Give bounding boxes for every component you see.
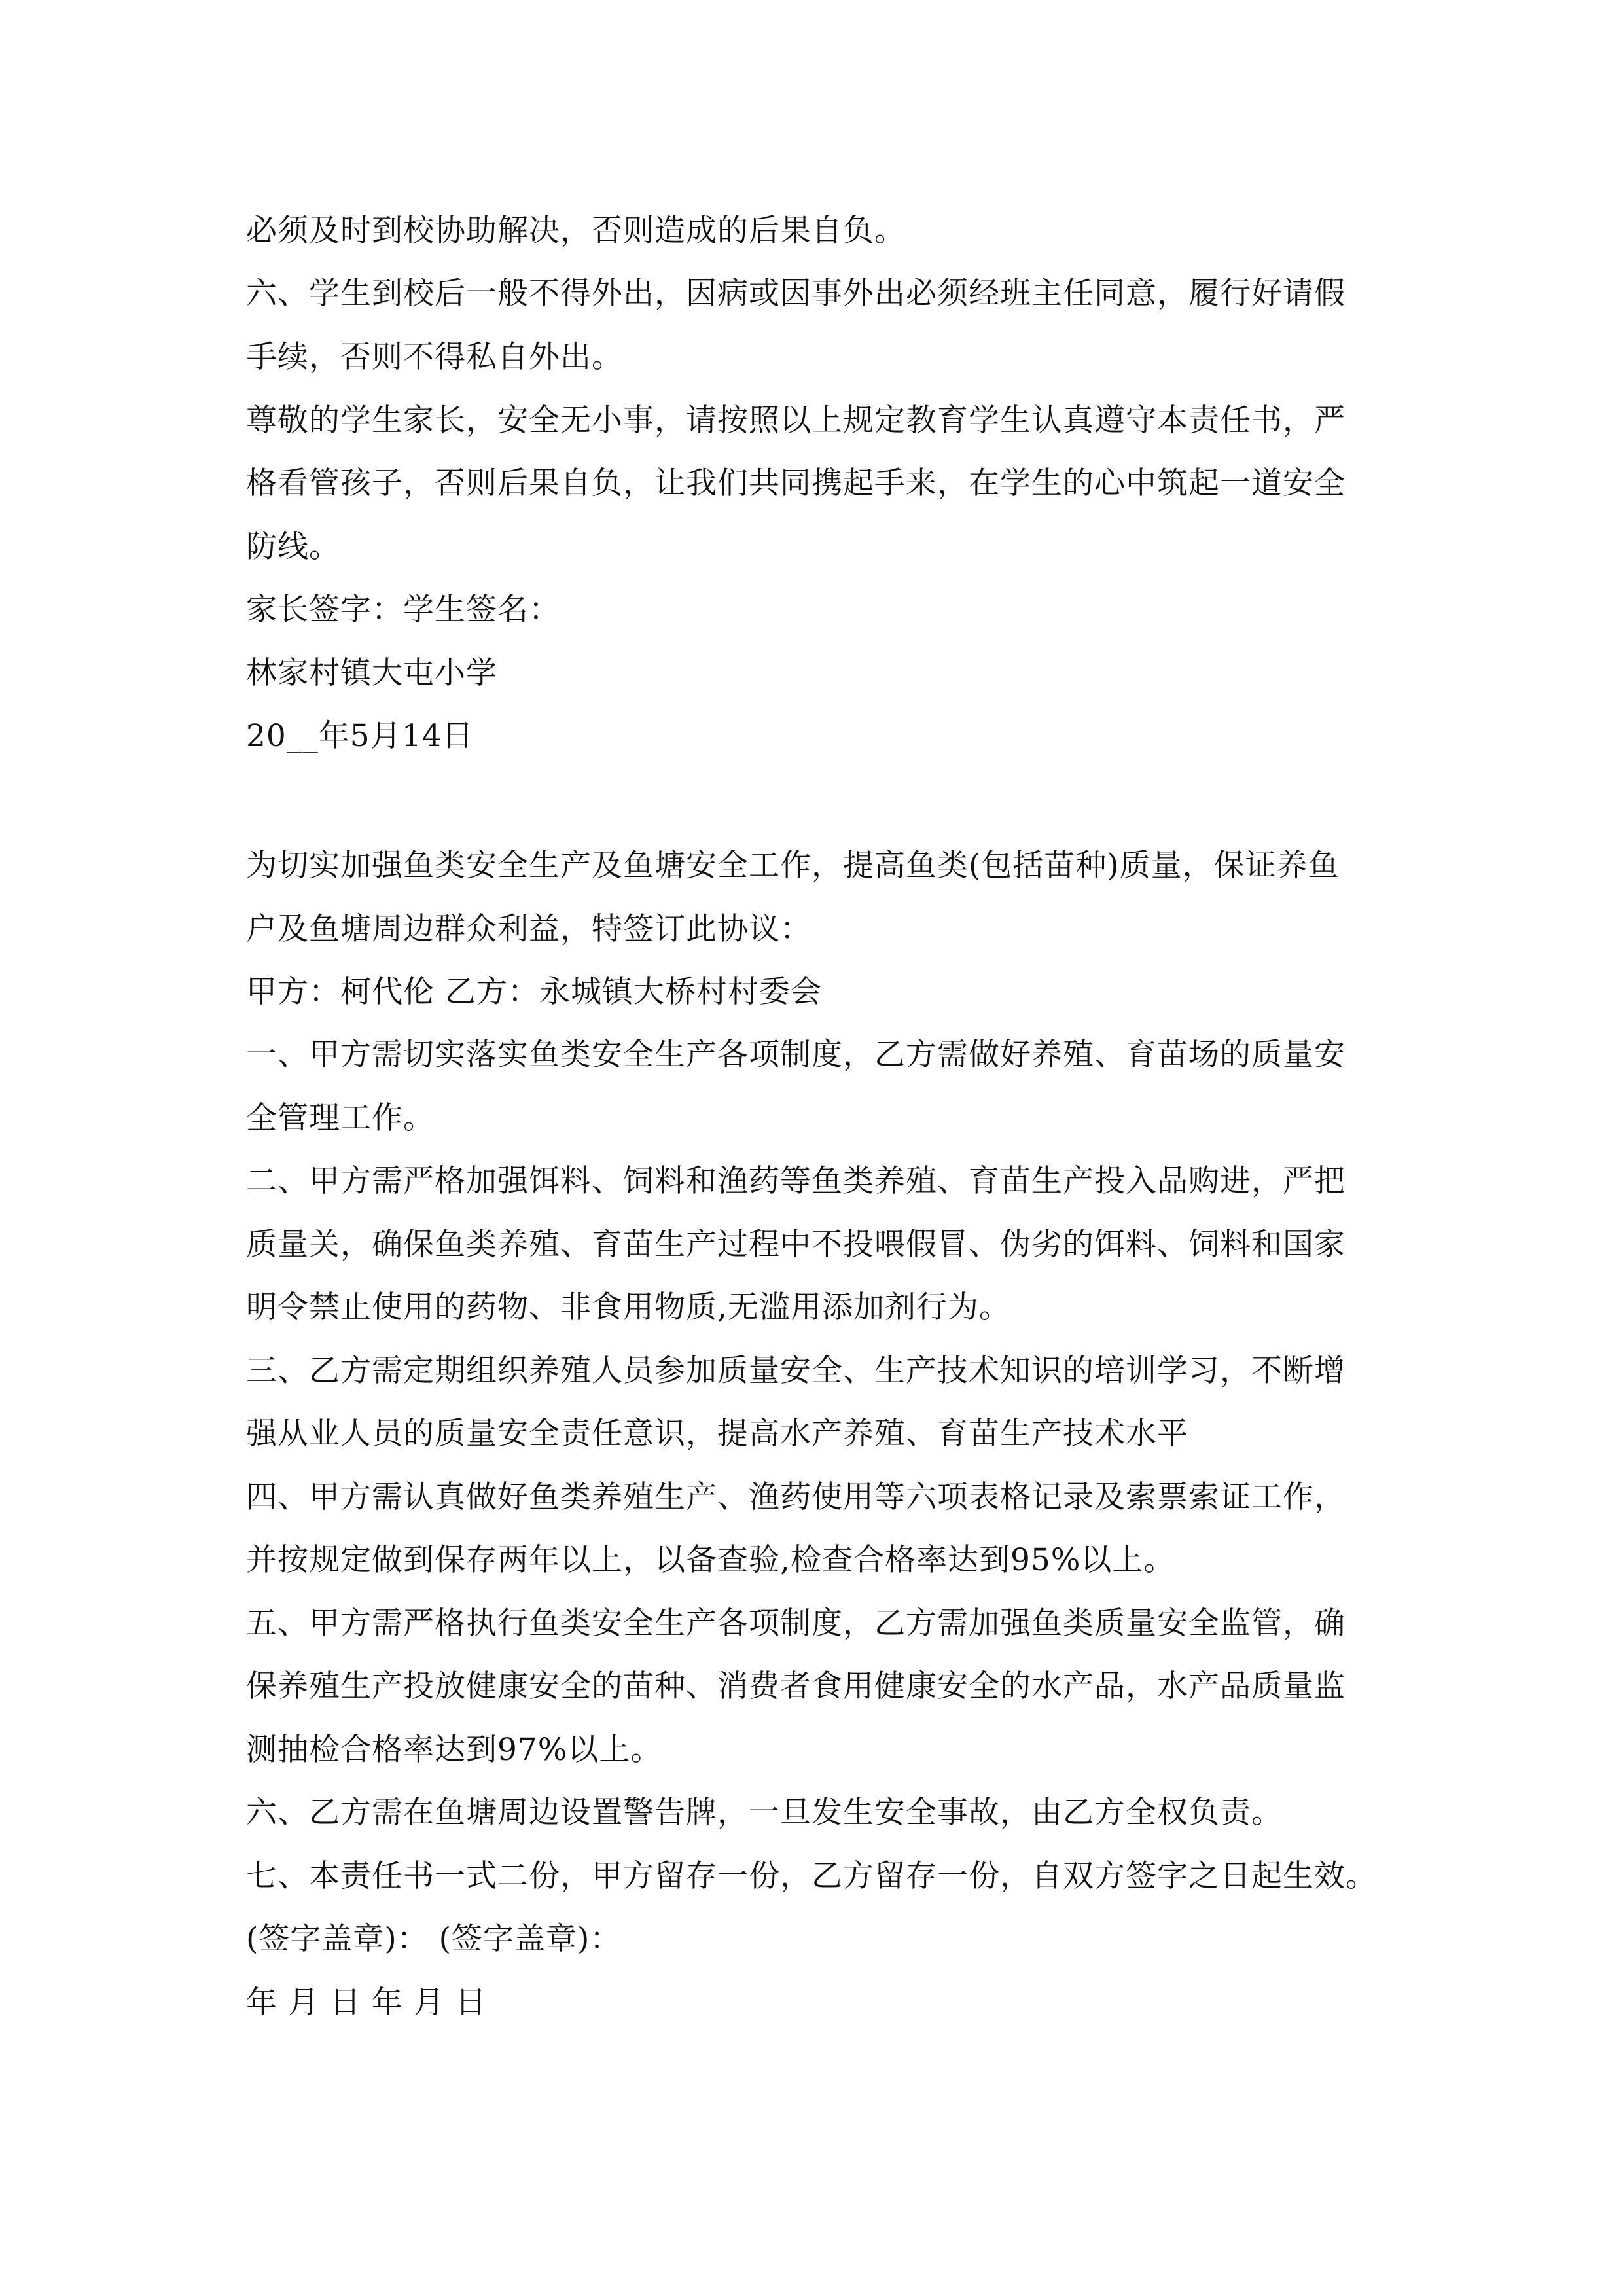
paragraph-line: 五、甲方需严格执行鱼类安全生产各项制度，乙方需加强鱼类质量安全监管，确 xyxy=(246,1605,1346,1641)
date-line: 年 月 日 年 月 日 xyxy=(246,1984,487,2020)
paragraph-line: 必须及时到校协助解决，否则造成的后果自负。 xyxy=(246,213,906,249)
paragraph-line: 六、学生到校后一般不得外出，因病或因事外出必须经班主任同意，履行好请假 xyxy=(246,276,1346,312)
paragraph-line: 手续，否则不得私自外出。 xyxy=(246,339,623,375)
paragraph-line: 四、甲方需认真做好鱼类养殖生产、渔药使用等六项表格记录及索票索证工作， xyxy=(246,1479,1346,1515)
paragraph-line: 强从业人员的质量安全责任意识，提高水产养殖、育苗生产技术水平 xyxy=(246,1416,1188,1452)
paragraph-line: 二、甲方需严格加强饵料、饲料和渔药等鱼类养殖、育苗生产投入品购进，严把 xyxy=(246,1163,1346,1199)
paragraph-line: 七、本责任书一式二份，甲方留存一份，乙方留存一份，自双方签字之日起生效。 xyxy=(246,1858,1377,1894)
paragraph-line: 户及鱼塘周边群众利益，特签订此协议： xyxy=(246,911,812,947)
paragraph-line: 为切实加强鱼类安全生产及鱼塘安全工作，提高鱼类(包括苗种)质量，保证养鱼 xyxy=(246,848,1340,884)
paragraph-line: 测抽检合格率达到97%以上。 xyxy=(246,1732,662,1768)
paragraph-line: 并按规定做到保存两年以上，以备查验,检查合格率达到95%以上。 xyxy=(246,1542,1175,1578)
paragraph-line: 全管理工作。 xyxy=(246,1100,435,1136)
paragraph-line: 明令禁止使用的药物、非食用物质,无滥用添加剂行为。 xyxy=(246,1289,1010,1325)
paragraph-line: 防线。 xyxy=(246,529,340,565)
paragraph-line: 六、乙方需在鱼塘周边设置警告牌，一旦发生安全事故，由乙方全权负责。 xyxy=(246,1795,1283,1831)
paragraph-line: 三、乙方需定期组织养殖人员参加质量安全、生产技术知识的培训学习，不断增 xyxy=(246,1353,1346,1389)
paragraph-line: 格看管孩子，否则后果自负，让我们共同携起手来，在学生的心中筑起一道安全 xyxy=(246,465,1346,501)
parties-line: 甲方：柯代伦 乙方：永城镇大桥村村委会 xyxy=(246,974,822,1010)
paragraph-line: 保养殖生产投放健康安全的苗种、消费者食用健康安全的水产品，水产品质量监 xyxy=(246,1668,1346,1704)
signature-line: (签字盖章)： (签字盖章)： xyxy=(246,1921,622,1957)
paragraph-line: 质量关，确保鱼类养殖、育苗生产过程中不投喂假冒、伪劣的饵料、饲料和国家 xyxy=(246,1227,1346,1263)
paragraph-line: 尊敬的学生家长，安全无小事，请按照以上规定教育学生认真遵守本责任书，严 xyxy=(246,403,1346,439)
date-line: 20__年5月14日 xyxy=(246,718,474,754)
paragraph-line: 一、甲方需切实落实鱼类安全生产各项制度，乙方需做好养殖、育苗场的质量安 xyxy=(246,1037,1346,1073)
signature-line: 家长签字：学生签名： xyxy=(246,592,560,628)
school-name: 林家村镇大屯小学 xyxy=(246,655,497,691)
